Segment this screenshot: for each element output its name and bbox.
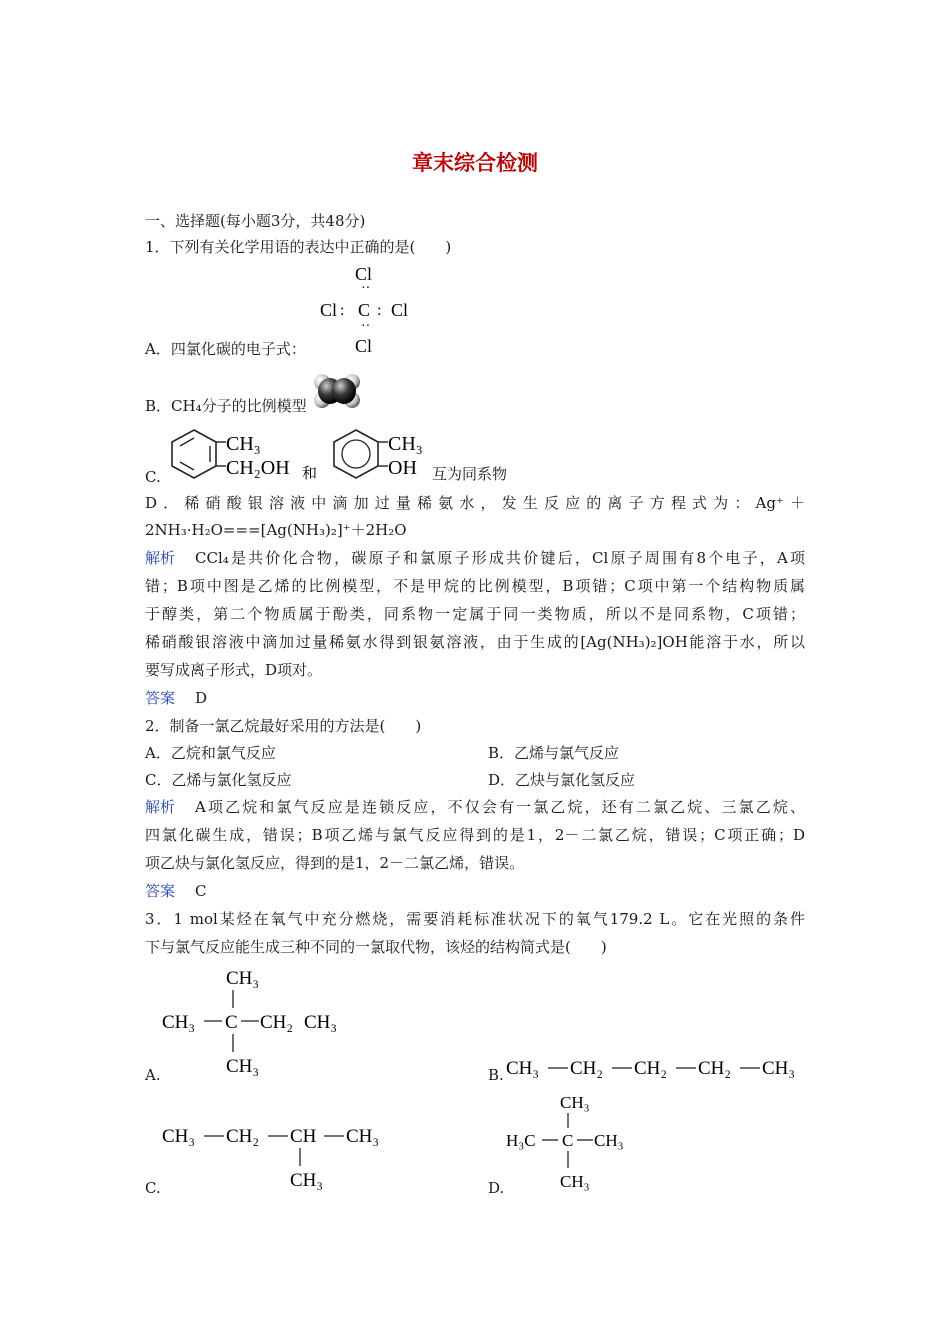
q1-answer-label: 答案 [145,689,176,707]
q1-option-c-label: C. [145,468,161,486]
q2-answer-label: 答案 [145,882,176,900]
svg-text:CH₂: CH₂ [570,1058,604,1079]
q2-stem: 2．制备一氯乙烷最好采用的方法是( ) [145,717,422,735]
q1-c-and: 和 [302,466,318,482]
q1-analysis-label: 解析 [145,549,176,567]
q2-analysis-line-1: A项乙烷和氯气反应是连锁反应，不仅会有一氯乙烷，还有二氯乙烷、三氯乙烷、 [195,798,805,816]
electron-dots-left: : [340,302,345,319]
q3-stem-line-2: 下与氯气反应能生成三种不同的一氯取代物，该烃的结构简式是( ) [145,938,607,956]
benzyl-ch2oh: CH₂OH [226,457,290,479]
electron-dots-bottom: ·· [361,319,371,334]
q1-stem: 1．下列有关化学用语的表达中正确的是( ) [145,238,452,256]
ethylene-space-filling-model [312,368,362,414]
c-center: C [358,300,371,320]
q1-answer: D [195,689,208,707]
svg-text:C: C [562,1131,574,1150]
q1-analysis-line-4: 稀硝酸银溶液中滴加过量稀氨水得到银氨溶液，由于生成的[Ag(NH₃)₂]OH能溶于水，所以 [145,633,805,651]
svg-text:CH₃: CH₃ [506,1058,540,1079]
svg-text:CH₃: CH₃ [762,1058,796,1079]
svg-text:CH₃: CH₃ [594,1131,624,1150]
q2-answer: C [195,882,207,900]
electron-dots-top: ·· [361,281,371,296]
svg-text:CH₃: CH₃ [560,1093,590,1112]
cresol-ch3: CH₃ [388,433,423,455]
page-title: 章末综合检测 [412,151,538,175]
q2-option-b: B．乙烯与氯气反应 [488,744,620,762]
cresol-oh: OH [388,457,417,479]
benzyl-ch3: CH₃ [226,433,261,455]
svg-text:CH₂: CH₂ [226,1126,260,1147]
cl-top: Cl [355,264,373,284]
svg-text:CH₃: CH₃ [346,1126,380,1147]
q1-option-b: B．CH₄分子的比例模型 [145,397,307,415]
q3-structure-a [160,962,360,1082]
q1-option-a: A．四氯化碳的电子式： [145,340,306,358]
q1-analysis-line-1: CCl₄是共价化合物，碳原子和氯原子形成共价键后，Cl原子周围有8个电子，A项 [195,549,805,567]
svg-text:CH₃: CH₃ [560,1172,590,1191]
svg-text:CH₂: CH₂ [634,1058,668,1079]
svg-text:CH₃: CH₃ [304,1012,338,1033]
q2-analysis-line-3: 项乙炔与氯化氢反应，得到的是1，2－二氯乙烯，错误。 [145,854,525,872]
q1-option-d-line1: D．稀硝酸银溶液中滴加过量稀氨水，发生反应的离子方程式为：Ag⁺＋ [145,494,805,512]
svg-text:CH₃: CH₃ [162,1012,196,1033]
cl-bottom: Cl [355,336,373,356]
q2-analysis-label: 解析 [145,798,176,816]
q1-analysis-line-2: 错；B项中图是乙烯的比例模型，不是甲烷的比例模型，B项错；C项中第一个结构物质属 [145,577,805,595]
q3-option-b-label: B. [488,1066,504,1084]
q3-structure-c [160,1118,400,1194]
section-heading: 一、选择题(每小题3分，共48分) [145,212,366,230]
svg-text:CH₃: CH₃ [162,1126,196,1147]
cl-right: Cl [391,300,409,320]
q1-option-c-tail: 互为同系物 [432,465,508,483]
q3-stem-line-1: 3．1 mol某烃在氧气中充分燃烧，需要消耗标准状况下的氧气179.2 L。它在光照的条件 [145,910,805,928]
q1-analysis-line-5: 要写成离子形式，D项对。 [145,661,323,679]
svg-text:CH₃: CH₃ [226,1056,260,1077]
svg-text:CH₂: CH₂ [260,1012,294,1033]
q1-option-d-line2: 2NH₃·H₂O===[Ag(NH₃)₂]⁺＋2H₂O [145,521,407,539]
svg-text:CH: CH [290,1126,317,1147]
electron-dots-right: : [377,302,382,319]
svg-text:H₃C: H₃C [506,1131,536,1150]
q2-analysis-line-2: 四氯化碳生成，错误；B项乙烯与氯气反应得到的是1，2－二氯乙烷，错误；C项正确；D [145,826,805,844]
q3-option-a-label: A. [145,1066,161,1084]
q2-option-a: A．乙烷和氯气反应 [145,744,276,762]
q3-structure-d [504,1088,654,1198]
q2-option-d: D．乙炔与氯化氢反应 [488,771,636,789]
svg-text:C: C [225,1012,238,1033]
q1-analysis-line-3: 于醇类，第二个物质属于酚类，同系物一定属于同一类物质，所以不是同系物，C项错； [145,605,805,623]
q2-option-c: C．乙烯与氯化氢反应 [145,771,292,789]
svg-text:CH₃: CH₃ [290,1170,324,1191]
svg-text:CH₃: CH₃ [226,968,260,989]
svg-text:CH₂: CH₂ [698,1058,732,1079]
ccl4-electron-formula [300,262,440,358]
q3-structure-b [504,1050,809,1082]
cl-left: Cl [320,300,338,320]
q3-option-d-label: D. [488,1179,505,1197]
q3-option-c-label: C. [145,1179,161,1197]
